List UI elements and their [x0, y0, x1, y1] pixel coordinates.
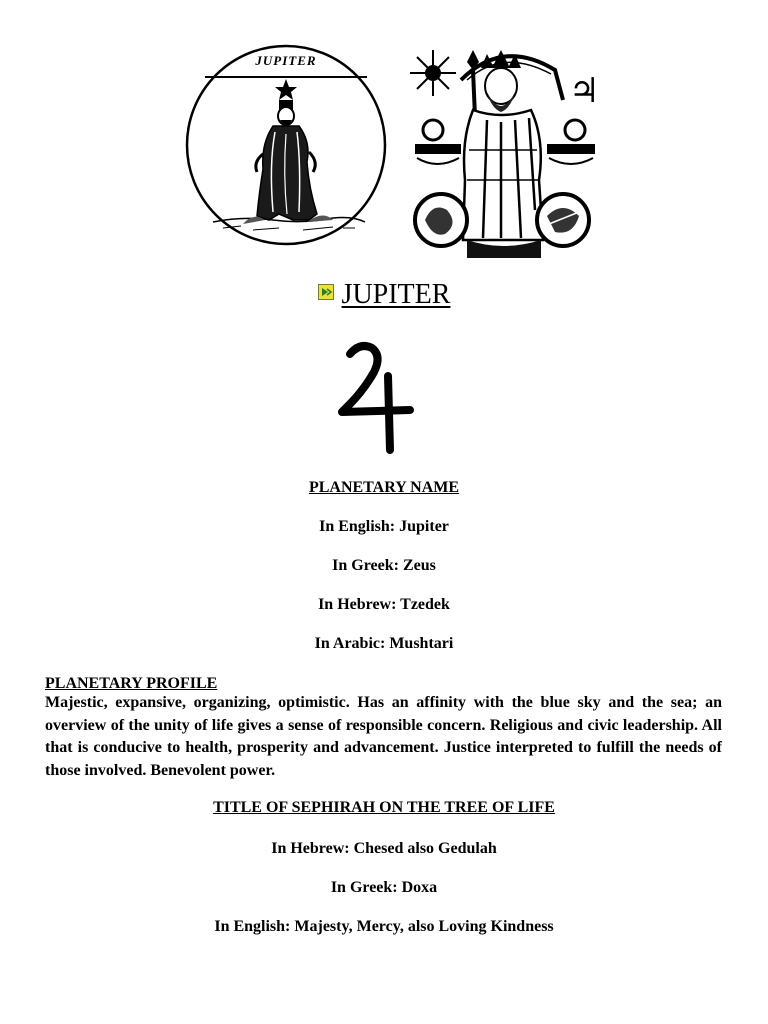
sephirah-english: In English: Majesty, Mercy, also Loving Kindness	[214, 918, 554, 935]
medallion-caption: JUPITER	[255, 53, 317, 68]
jupiter-glyph-icon: ♃	[569, 71, 600, 111]
name-greek: In Greek: Zeus	[332, 557, 436, 574]
sephirah-hebrew: In Hebrew: Chesed also Gedulah	[271, 840, 497, 857]
page-title: JUPITER	[341, 279, 451, 310]
jupiter-symbol-icon	[336, 340, 426, 455]
planetary-profile-heading: PLANETARY PROFILE	[45, 675, 218, 692]
arrow-link-icon[interactable]	[318, 284, 334, 300]
planetary-profile-text: Majestic, expansive, organizing, optimistic. Has an affinity with the blue sky and the sea; an overview of the unity of life gives a sense of responsible concern. Religious and civic leadership. All that is conducive to health, prosperity and advancement. Justice interpreted to fulfill the needs of those involved. Benevolent power.	[45, 694, 722, 779]
name-hebrew: In Hebrew: Tzedek	[318, 596, 450, 613]
jupiter-medallion-illustration	[183, 44, 389, 246]
name-arabic: In Arabic: Mushtari	[314, 635, 454, 652]
enthroned-jupiter-illustration	[403, 40, 605, 262]
title-row	[0, 279, 768, 311]
name-english: In English: Jupiter	[319, 518, 449, 535]
sephirah-greek: In Greek: Doxa	[330, 879, 438, 896]
sun-icon	[410, 50, 456, 96]
sephirah-heading: TITLE OF SEPHIRAH ON THE TREE OF LIFE	[213, 799, 555, 816]
planetary-name-heading: PLANETARY NAME	[308, 479, 460, 496]
